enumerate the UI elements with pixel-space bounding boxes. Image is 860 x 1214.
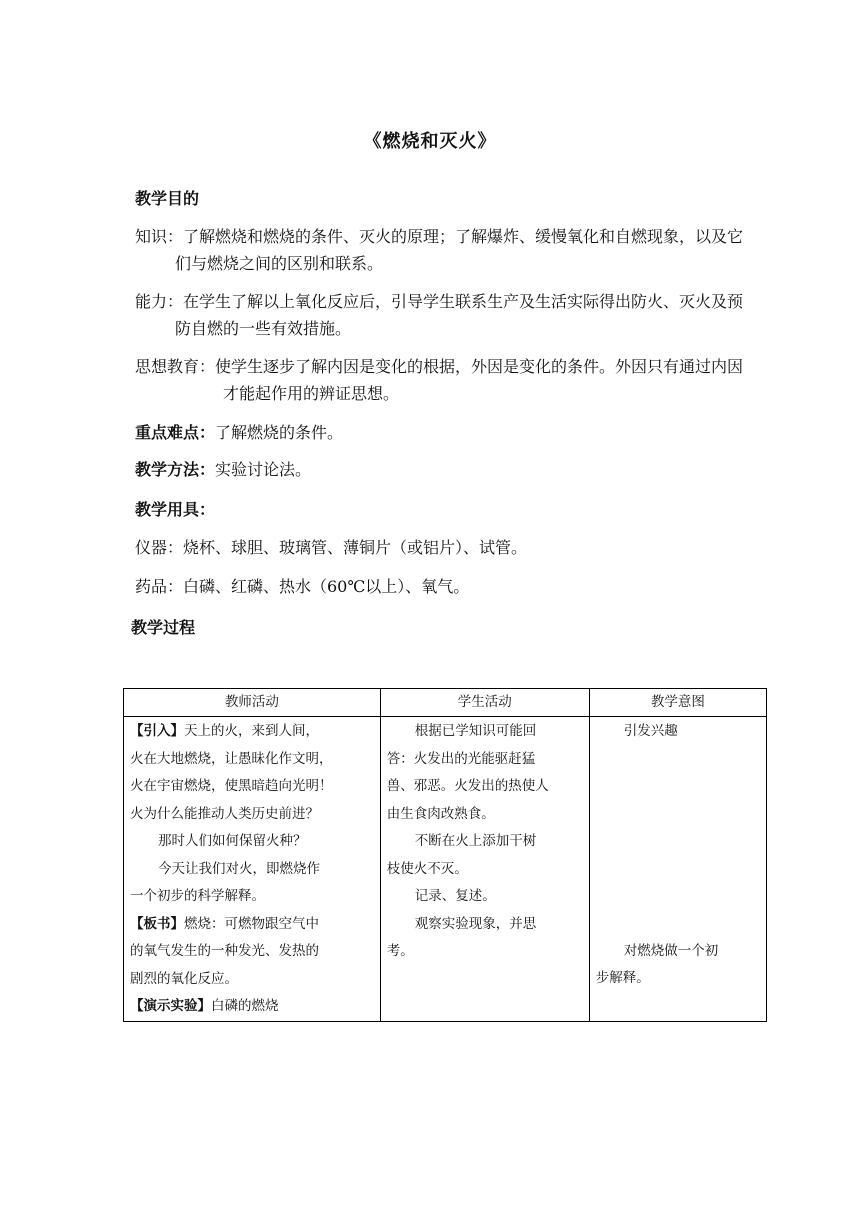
student-activity-cell	[380, 717, 589, 1022]
teacher-line: 一个初步的科学解释。	[130, 888, 265, 904]
teacher-line: 的氧气发生的一种发光、发热的	[130, 943, 319, 959]
header-teacher-activity: 教师活动	[124, 689, 381, 717]
student-line: 根据已学知识可能回	[414, 723, 537, 739]
ideology-text-cont: 才能起作用的辨证思想。	[223, 384, 400, 403]
student-line: 枝使火不灭。	[386, 860, 468, 877]
method-line	[135, 456, 800, 483]
teaching-process-table	[123, 688, 767, 1022]
demo-tag: 【演示实验】	[130, 998, 211, 1014]
teacher-line: 火在宇宙燃烧，使黑暗趋向光明！	[130, 778, 333, 794]
student-line: 由生食肉改熟食。	[386, 805, 495, 822]
student-line: 记录、复述。	[414, 888, 496, 904]
ideology-label: 思想教育：	[135, 357, 216, 376]
table-row	[124, 717, 767, 1022]
intent-line: 对燃烧做一个初	[623, 942, 719, 959]
method-label: 教学方法：	[135, 460, 216, 479]
ideology-paragraph	[135, 353, 800, 407]
key-point-label: 重点难点：	[135, 423, 216, 442]
student-line: 观察实验现象，并思	[414, 915, 537, 932]
board-tag: 【板书】	[130, 915, 184, 932]
teacher-line: 火为什么能推动人类历史前进？	[130, 805, 319, 822]
objectives-heading: 教学目的	[135, 189, 200, 208]
header-teaching-intent: 教学意图	[589, 689, 766, 717]
key-point-line	[135, 419, 800, 446]
teacher-line: 今天让我们对火，即燃烧作	[158, 860, 320, 877]
key-point-text: 了解燃烧的条件。	[215, 423, 344, 442]
knowledge-text-cont: 们与燃烧之间的区别和联系。	[175, 254, 384, 273]
intro-tag: 【引入】	[130, 723, 184, 739]
ability-text: 在学生了解以上氧化反应后，引导学生联系生产及生活实际得出防火、灭火及预	[183, 292, 744, 311]
ideology-text: 使学生逐步了解内因是变化的根据，外因是变化的条件。外因只有通过内因	[215, 357, 744, 376]
teacher-line: 火在大地燃烧，让愚昧化作文明，	[130, 750, 333, 767]
intent-line: 引发兴趣	[623, 723, 678, 739]
ability-text-cont: 防自燃的一些有效措施。	[175, 319, 352, 338]
table-header-row	[124, 689, 767, 717]
ability-label: 能力：	[135, 292, 184, 311]
teaching-intent-cell	[589, 717, 766, 1022]
teacher-line: 剧烈的氧化反应。	[130, 970, 238, 987]
student-line: 答：火发出的光能驱赶猛	[386, 750, 536, 767]
header-student-activity: 学生活动	[380, 689, 589, 717]
knowledge-paragraph	[135, 223, 800, 277]
document-title: 《燃烧和灭火》	[363, 131, 497, 152]
process-heading: 教学过程	[131, 618, 196, 637]
teacher-line: 天上的火，来到人间，	[184, 723, 319, 739]
student-line: 考。	[386, 943, 414, 959]
knowledge-label: 知识：	[135, 227, 184, 246]
teacher-line: 那时人们如何保留火种？	[158, 833, 307, 849]
student-line: 不断在火上添加干树	[414, 833, 537, 849]
teacher-line: 白磷的燃烧	[211, 998, 279, 1014]
tools-heading: 教学用具：	[135, 500, 216, 519]
chemicals-line: 药品：白磷、红磷、热水（60℃以上）、氧气。	[135, 577, 470, 596]
method-text: 实验讨论法。	[215, 460, 312, 479]
student-line: 兽、邪恶。火发出的热使人	[386, 778, 549, 794]
intent-line: 步解释。	[595, 970, 650, 986]
ability-paragraph	[135, 288, 800, 342]
teacher-activity-cell	[124, 717, 381, 1022]
teacher-line: 燃烧：可燃物跟空气中	[184, 915, 319, 932]
instruments-line: 仪器：烧杯、球胆、玻璃管、薄铜片（或铝片）、试管。	[135, 538, 528, 557]
knowledge-text: 了解燃烧和燃烧的条件、灭火的原理；了解爆炸、缓慢氧化和自燃现象，以及它	[183, 227, 744, 246]
